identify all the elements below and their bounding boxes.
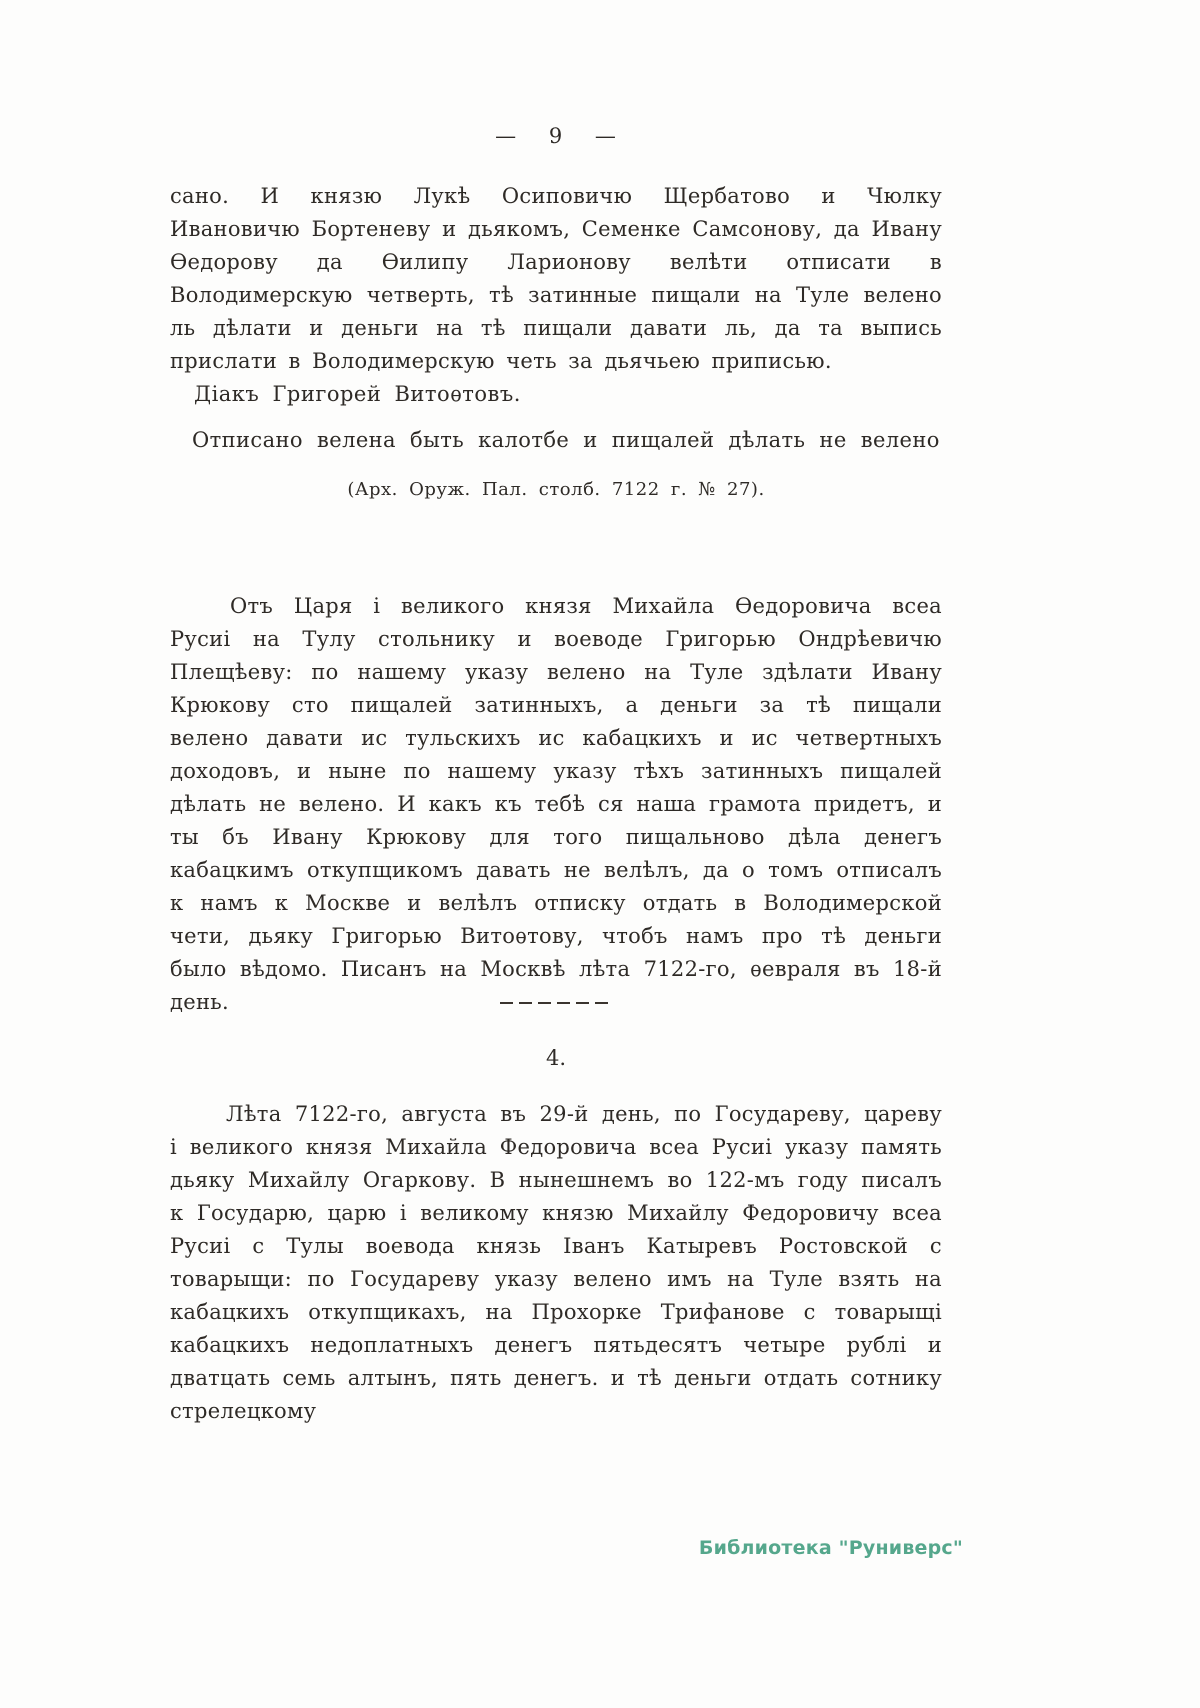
annotation-line: Отписано велена быть калотбе и пищалей дѣлать не велено — [192, 428, 940, 452]
paragraph-tsar-letter: Отъ Царя і великого князя Михайла Ѳедоровича всеа Русиі на Тулу стольнику и воеводе Григорью Ондрѣевичю Плещѣеву: по нашему указу велено на Туле здѣлати Ивану Крюкову сто пищалей затинныхъ, а деньги за тѣ пищали велено давати ис тульскихъ ис кабацкихъ и ис четвертныхъ доходовъ, и ныне по нашему указу тѣхъ затинныхъ пищалей дѣлать не велено. И какъ къ тебѣ ся наша грамота придетъ, и ты бъ Ивану Крюкову для того пищальново дѣла денегъ кабацкимъ откупщикомъ давать не велѣлъ, да о томъ отписалъ к намъ к Москве и велѣлъ отписку отдать в Володимерской чети, дьяку Григорью Витоѳтову, чтобъ намъ про тѣ деньги было вѣдомо. Писанъ на Москвѣ лѣта 7122-го, ѳевраля въ 18-й день. — [170, 594, 942, 1014]
section-divider-wrap — [170, 1000, 942, 1004]
paragraph-continuation: сано. И князю Лукѣ Осиповичю Щербатово и Чюлку Ивановичю Бортеневу и дьякомъ, Семенке Самсонову, да Ивану Ѳедорову да Ѳилипу Ларионову велѣти отписати в Володимерскую четверть, тѣ затинные пищали на Туле велено ль дѣлати и деньги на тѣ пищали давати ль, да та выпись прислати в Володимерскую четь за дьячьею приписью. — [170, 184, 942, 373]
section-divider — [500, 1002, 612, 1004]
section-number: 4. — [545, 1046, 567, 1070]
library-watermark: Библиотека "Руниверс" — [698, 1537, 963, 1559]
archive-reference: (Арх. Оруж. Пал. столб. 7122 г. № 27). — [347, 479, 765, 500]
paragraph-section-4: Лѣта 7122-го, августа въ 29-й день, по Государеву, цареву і великого князя Михайла Федоровича всеа Русиі указу память дьяку Михайлу Огаркову. В нынешнемъ во 122-мъ году писалъ к Государю, царю і великому князю Михайлу Федоровичу всеа Русиі с Тулы воевода князь Іванъ Катыревъ Ростовской с товарыщи: по Государеву указу велено имъ на Туле взять на кабацкихъ откупщикахъ, на Прохорке Трифанове с товарыщі кабацкихъ недоплатныхъ денегъ пятьдесятъ четыре рублі и дватцать семь алтынъ, пять денегъ. и тѣ деньги отдать сотнику стрелецкому — [170, 1102, 942, 1423]
page-number: — 9 — — [495, 124, 617, 148]
clerk-signature-line: Діакъ Григорей Витоѳтовъ. — [194, 382, 521, 406]
